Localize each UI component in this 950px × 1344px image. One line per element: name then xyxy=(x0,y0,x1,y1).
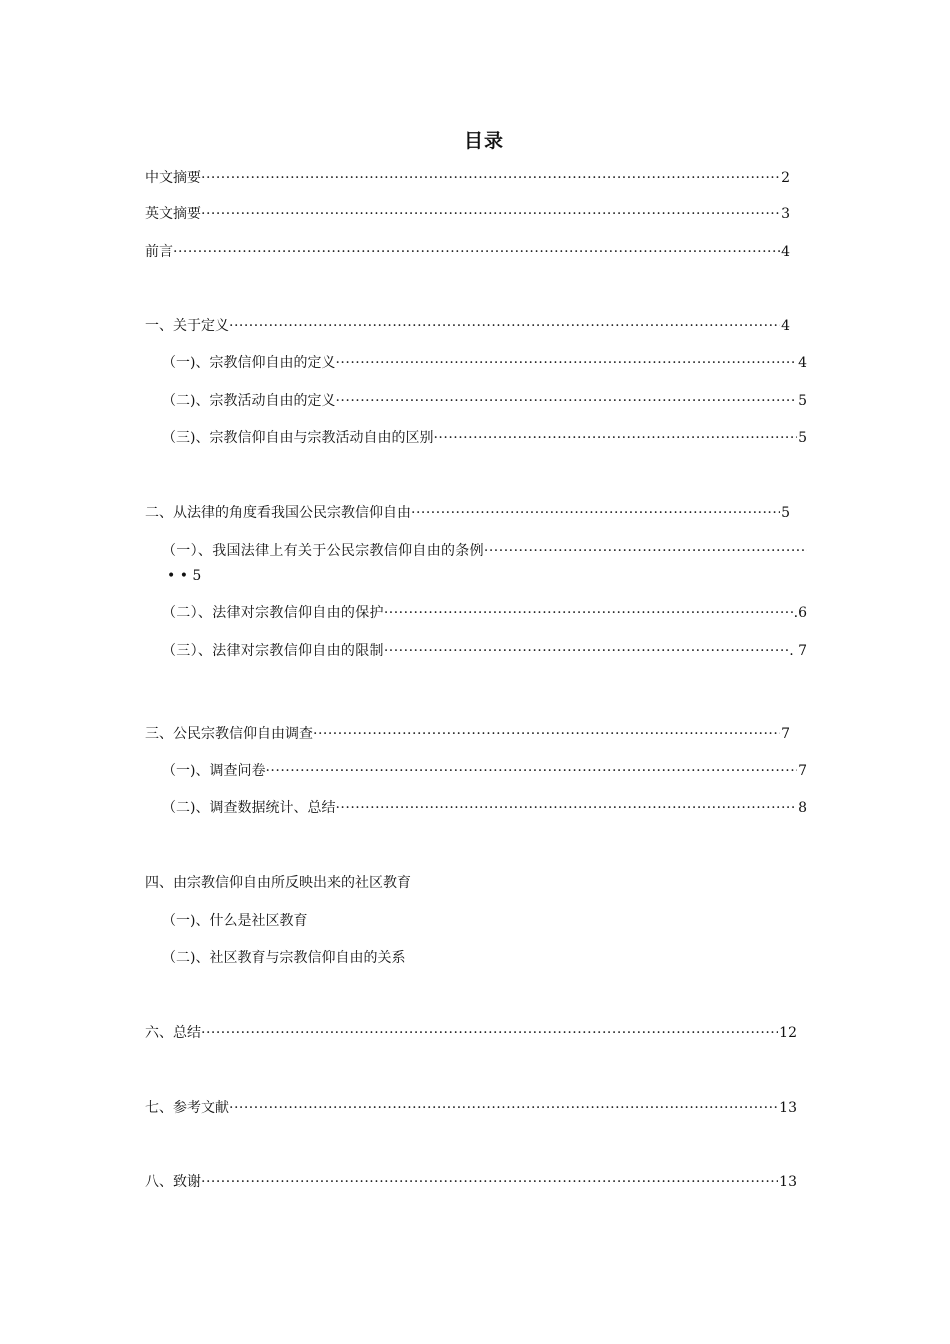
toc-entry-section-1[interactable] xyxy=(145,316,790,336)
toc-entry-acknowledgements[interactable] xyxy=(145,1172,797,1192)
toc-entry-label: （二)、宗教活动自由的定义 xyxy=(162,393,336,409)
toc-entry-section-2[interactable] xyxy=(145,503,790,523)
toc-page-number: 13 xyxy=(779,1174,797,1190)
toc-leader-dots xyxy=(201,1172,778,1192)
toc-entry-label: 前言 xyxy=(145,244,173,260)
toc-leader-dots xyxy=(335,391,797,411)
toc-entry-label: 八、致谢 xyxy=(145,1174,201,1190)
toc-entry-chinese-abstract[interactable] xyxy=(145,168,790,188)
toc-entry-label: 一、关于定义 xyxy=(145,318,229,334)
toc-leader-dots xyxy=(335,353,797,373)
toc-page-number: 7 xyxy=(781,726,790,742)
toc-leader-dots xyxy=(411,503,780,523)
toc-page-number: 4 xyxy=(781,318,790,334)
toc-entry-section-1-2[interactable] xyxy=(162,391,807,411)
toc-entry-preface[interactable] xyxy=(145,242,790,262)
toc-entry-label: 二、从法律的角度看我国公民宗教信仰自由 xyxy=(145,505,411,521)
toc-page-number: 2 xyxy=(781,170,790,186)
toc-entry-label: 英文摘要 xyxy=(145,206,201,222)
toc-page-number: 4 xyxy=(781,244,790,260)
toc-entry-section-1-3[interactable] xyxy=(162,428,807,448)
toc-entry-label: （一)、宗教信仰自由的定义 xyxy=(162,355,336,371)
toc-entry-label: （二)、调查数据统计、总结 xyxy=(162,800,336,816)
toc-page-number: 3 xyxy=(781,206,790,222)
toc-entry-summary[interactable] xyxy=(145,1023,797,1043)
toc-page-number: 7 xyxy=(798,763,807,779)
toc-entry-section-4-1[interactable] xyxy=(162,911,307,931)
toc-entry-label: （二)、社区教育与宗教信仰自由的关系 xyxy=(162,950,406,966)
toc-page-number: 13 xyxy=(779,1100,797,1116)
toc-page-number: .6 xyxy=(793,605,807,621)
toc-page-number: . 7 xyxy=(789,643,807,659)
toc-entry-label: （二）、法律对宗教信仰自由的保护 xyxy=(162,605,384,621)
toc-entry-continuation: • • 5 xyxy=(167,568,202,584)
toc-entry-section-2-3[interactable] xyxy=(162,641,807,661)
toc-entry-label: （三)、宗教信仰自由与宗教活动自由的区别 xyxy=(162,430,434,446)
toc-leader-dots xyxy=(201,168,780,188)
toc-entry-section-4-2[interactable] xyxy=(162,948,405,968)
toc-leader-dots xyxy=(384,641,788,661)
toc-leader-dots xyxy=(229,1098,778,1118)
toc-leader-dots xyxy=(433,428,797,448)
toc-entry-label: 三、公民宗教信仰自由调查 xyxy=(145,726,313,742)
toc-leader-dots xyxy=(313,724,780,744)
toc-leader-dots xyxy=(265,761,797,781)
toc-page-number: 5 xyxy=(798,393,807,409)
toc-entry-references[interactable] xyxy=(145,1098,797,1118)
toc-entry-label: （一)、什么是社区教育 xyxy=(162,913,308,929)
toc-entry-label: （一)、调查问卷 xyxy=(162,763,266,779)
toc-entry-section-3-1[interactable] xyxy=(162,761,807,781)
toc-leader-dots xyxy=(201,1023,778,1043)
toc-entry-english-abstract[interactable] xyxy=(145,204,790,224)
toc-page-number: 12 xyxy=(779,1025,797,1041)
toc-entry-section-4[interactable] xyxy=(145,873,411,893)
page-title: 目录 xyxy=(463,130,504,152)
toc-entry-label: 七、参考文献 xyxy=(145,1100,229,1116)
toc-leader-dots xyxy=(201,204,780,224)
toc-entry-section-2-2[interactable] xyxy=(162,603,807,623)
toc-entry-section-3-2[interactable] xyxy=(162,798,807,818)
toc-page-number: 8 xyxy=(798,800,807,816)
toc-leader-dots xyxy=(173,242,780,262)
toc-page-number: 5 xyxy=(798,430,807,446)
toc-entry-label: 中文摘要 xyxy=(145,170,201,186)
toc-leader-dots xyxy=(335,798,797,818)
toc-entry-label: 六、总结 xyxy=(145,1025,201,1041)
toc-entry-label: 四、由宗教信仰自由所反映出来的社区教育 xyxy=(145,875,411,891)
toc-leader-dots xyxy=(229,316,780,336)
toc-entry-label: （一）、我国法律上有关于公民宗教信仰自由的条例 xyxy=(162,543,484,559)
toc-entry-section-1-1[interactable] xyxy=(162,353,807,373)
toc-entry-section-2-1[interactable] xyxy=(162,541,807,561)
toc-leader-dots xyxy=(384,603,793,623)
toc-entry-label: （三）、法律对宗教信仰自由的限制 xyxy=(162,643,384,659)
toc-entry-section-3[interactable] xyxy=(145,724,790,744)
toc-page-number: 4 xyxy=(798,355,807,371)
toc-leader-dots xyxy=(484,541,807,561)
toc-page-number: 5 xyxy=(781,505,790,521)
